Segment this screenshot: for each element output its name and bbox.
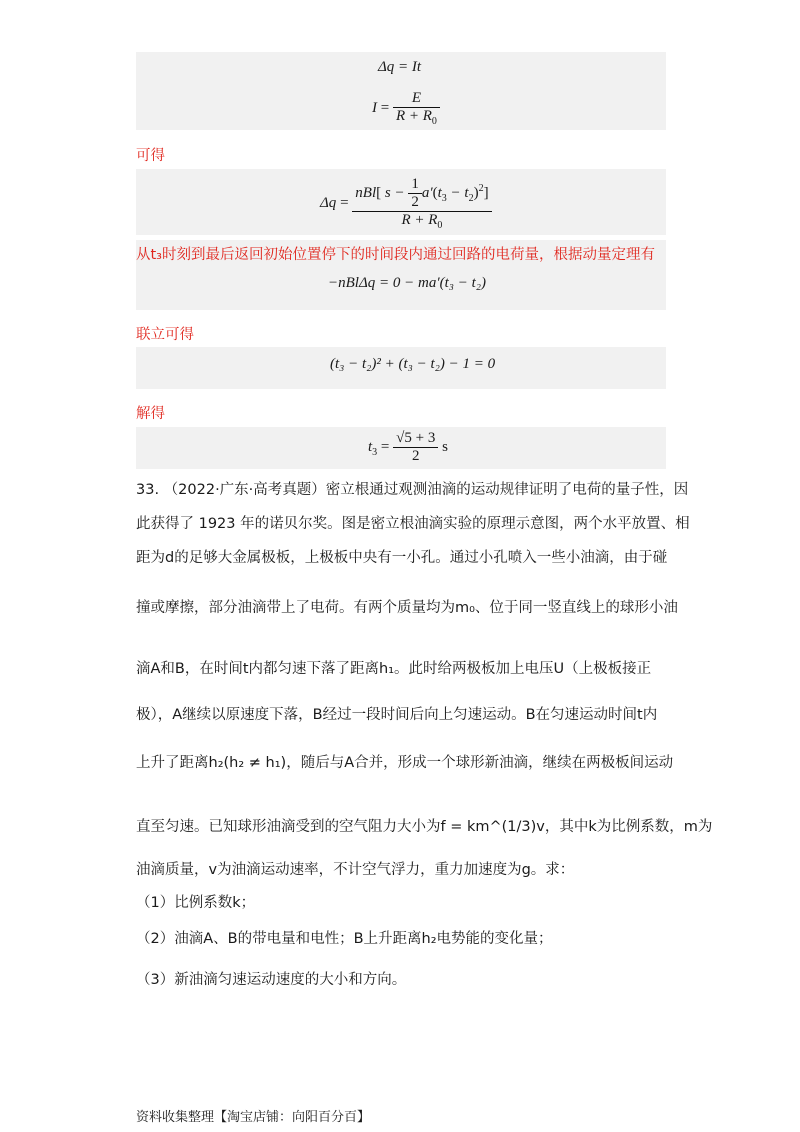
problem-line-9: 油滴质量，v为油滴运动速率，不计空气浮力，重力加速度为g。求： [136,862,575,878]
problem-line-1: 33. （2022·广东·高考真题）密立根通过观测油滴的运动规律证明了电荷的量子性，因 [136,482,689,498]
formula-quadratic: (t₃ − t₂)² + (t₃ − t₂) − 1 = 0 [330,356,496,372]
formula-momentum: −nBlΔq = 0 − ma′(t₃ − t₂) [328,275,486,291]
problem-line-2: 此获得了 1923 年的诺贝尔奖。图是密立根油滴实验的原理示意图，两个水平放置、相 [136,516,690,532]
step-from-t3: 从t₃时刻到最后返回初始位置停下的时间段内通过回路的电荷量，根据动量定理有 [136,247,655,263]
formula-current: I = $\frac{E}{R + R_0}$ [372,90,440,127]
step-keyi: 可得 [136,148,165,164]
footer-credit: 资料收集整理【淘宝店铺：向阳百分百】 [136,1110,371,1125]
formula-dq-it: Δq = It [378,59,422,75]
problem-line-5: 滴A和B，在时间t内都匀速下落了距离h₁。此时给两极板加上电压U（上极板接正 [136,661,652,677]
problem-number: 33. [136,482,160,498]
problem-line-8: 直至匀速。已知球形油滴受到的空气阻力大小为f = km^(1/3)v，其中k为比例系数，m为 [136,819,713,835]
problem-line-7: 上升了距离h₂(h₂ ≠ h₁)，随后与A合并，形成一个球形新油滴，继续在两极板间运动 [136,755,674,771]
question-2: （2）油滴A、B的带电量和电性；B上升距离h₂电势能的变化量； [136,931,553,947]
formula-dq-full: Δq = nBl[ s − $\frac{1}{2}$ $a'(t_3 - t_2)^2$] $R + R_0$ [320,176,492,231]
problem-line-4: 撞或摩擦，部分油滴带上了电荷。有两个质量均为m₀、位于同一竖直线上的球形小油 [136,600,678,616]
problem-line-3: 距为d的足够大金属极板，上极板中央有一小孔。通过小孔喷入一些小油滴，由于碰 [136,550,668,566]
formula-t3-result: $t_3$ = $\frac{√5 + 3}{2}$ s [368,430,448,464]
question-1: （1）比例系数k； [136,895,256,911]
problem-line-6: 极），A继续以原速度下落，B经过一段时间后向上匀速运动。B在匀速运动时间t内 [136,707,658,723]
problem-source: （2022·广东·高考真题） [163,482,326,498]
question-3: （3）新油滴匀速运动速度的大小和方向。 [136,972,407,988]
step-jiede: 解得 [136,406,165,422]
step-lianli: 联立可得 [136,327,194,343]
